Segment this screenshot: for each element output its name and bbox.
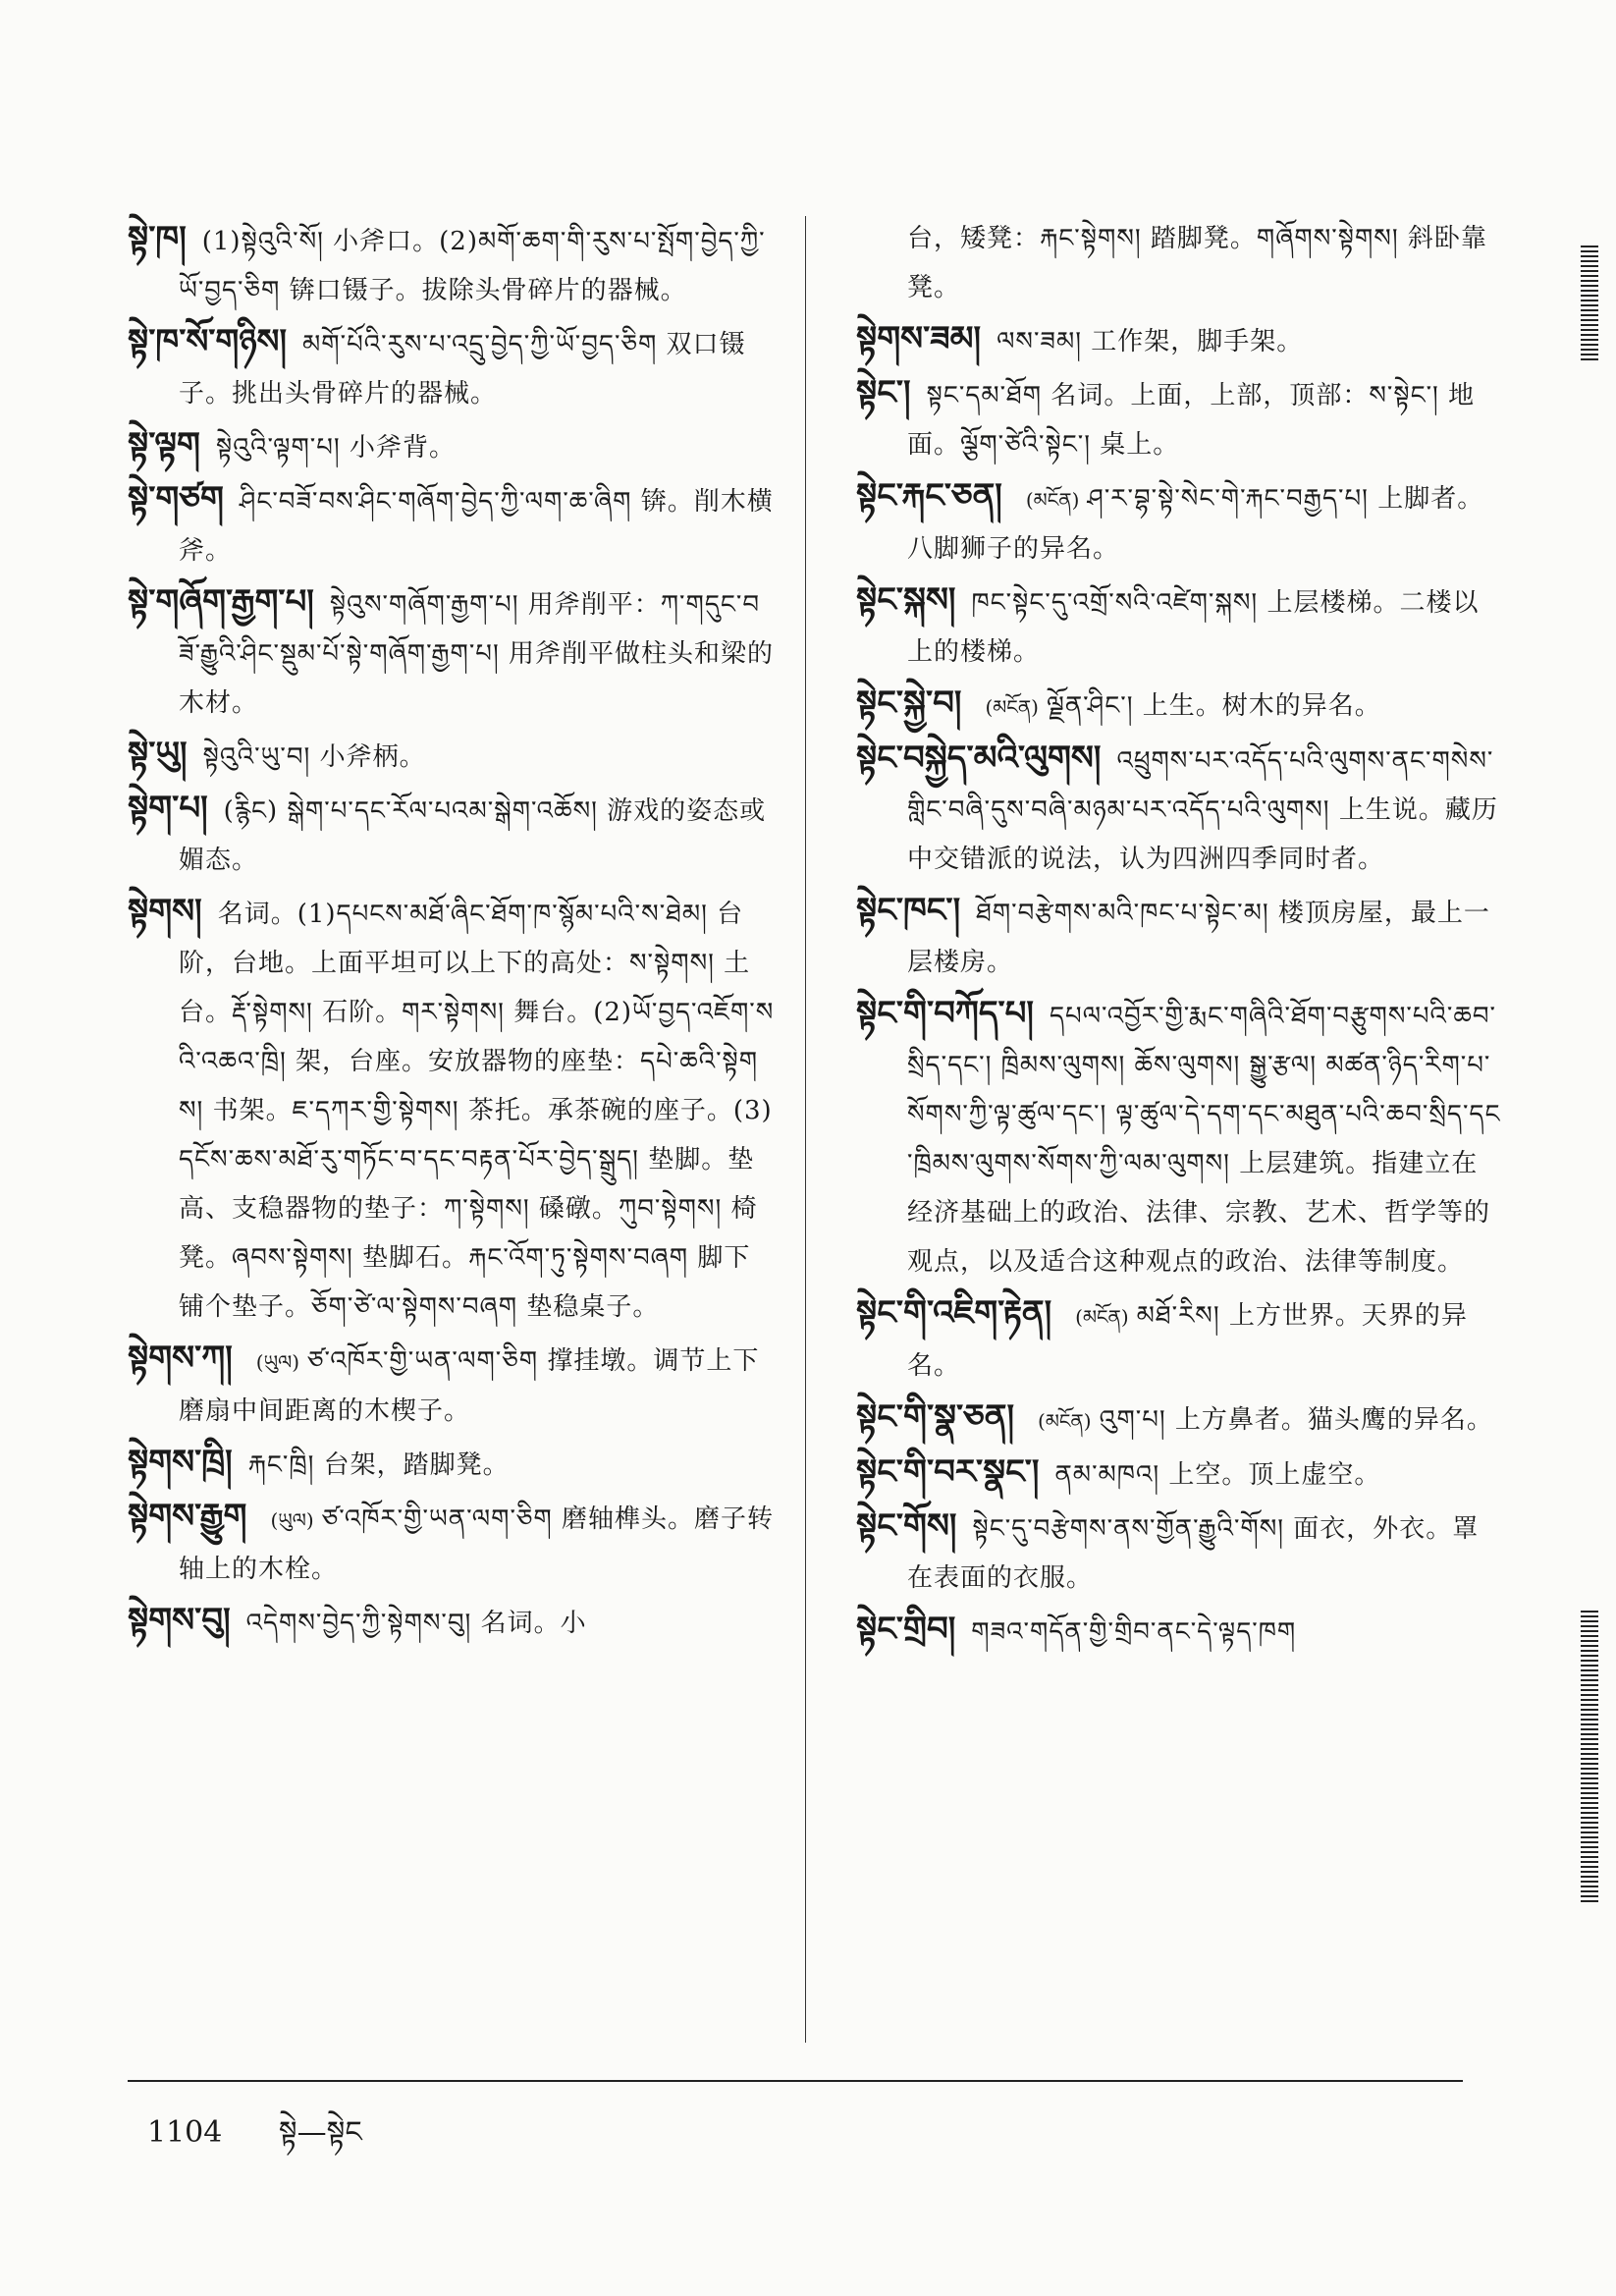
- entry-headword: སྟེང་གི་འཇིག་རྟེན།: [856, 1293, 1052, 1333]
- entry-headword: སྟེང་སྐྱེ་བ།: [856, 683, 962, 723]
- dictionary-entry: [128, 1438, 776, 1490]
- entry-definition: 名词。(1)དཔངས་མཐོ་ཞིང་ཐོག་ཁ་སྙོམ་པའི་ས་ཐེམ། 台阶，台地。上面平坦可以上下的高处：ས་སྟེགས། 土台。རྡོ་སྟེགས། 石阶。གར་སྟེགས། 舞台。(2)ཡོ་བྱད་འཇོག་སའི་འཆའ་ཁྲི། 架，台座。安放器物的座垫：དཔེ་ཆའི་སྟེགས། 书架。ཇ་དཀར་གྱི་སྟེགས། 茶托。承茶碗的座子。(3)དངོས་ཆས་མཐོ་རུ་གཏོང་བ་དང་བརྟན་པོར་བྱེད་སྒྲུད། 垫脚。垫高、支稳器物的垫子：ཀ་སྟེགས། 磉礅。ཀུབ་སྟེགས། 椅凳。ཞབས་སྟེགས། 垫脚石。རྐང་འོག་ཏུ་སྟེགས་བཞག 脚下铺个垫子。ཅོག་ཙེ་ལ་སྟེགས་བཞག 垫稳桌子。: [179, 900, 775, 1322]
- entry-headword: སྟེ་ཁ་སོ་གཉིས།: [128, 322, 288, 361]
- dictionary-entry: [128, 1596, 776, 1648]
- entry-headword: སྟེ་གཙག: [128, 479, 224, 519]
- entry-headword: སྟེགས་བུ།: [128, 1601, 231, 1640]
- dictionary-entry: [128, 577, 776, 728]
- page-number: 1104: [147, 2115, 223, 2150]
- scan-edge-mark: [1581, 246, 1598, 363]
- dictionary-entry: [128, 1334, 776, 1436]
- entry-definition: ཙ་འཁོར་གྱི་ཡན་ལག་ཅིག 磨轴榫头。磨子转轴上的木栓。: [179, 1504, 775, 1584]
- dictionary-entry: [128, 214, 776, 315]
- dictionary-entry: [856, 989, 1504, 1286]
- entry-definition: མགོ་པོའི་རུས་པ་འདྲུ་བྱེད་ཀྱི་ཡོ་བྱད་ཅིག 双口镊子。挑出头骨碎片的器械。: [179, 330, 746, 409]
- entry-definition: དཔལ་འབྱོར་གྱི་རྨང་གཞིའི་ཐོག་བརྩུགས་པའི་ཆབ་སྲིད་དང་། ཁྲིམས་ལུགས། ཆོས་ལུགས། སྒྱུ་རྩལ། མཚན་ཉིད་རིག་པ་སོགས་ཀྱི་ལྟ་ཚུལ་དང་། ལྟ་ཚུལ་དེ་དག་དང་མཐུན་པའི་ཆབ་སྲིད་དང་ཁྲིམས་ལུགས་སོགས་ཀྱི་ལམ་ལུགས། 上层建筑。指建立在经济基础上的政治、法律、宗教、艺术、哲学等的观点，以及适合这种观点的政治、法律等制度。: [907, 1002, 1501, 1277]
- entry-headword: སྟེ་གཞོག་རྒྱག་པ།: [128, 582, 314, 622]
- entry-definition: སྟེང་དུ་བརྩེགས་ནས་གྱོན་རྒྱུའི་གོས། 面衣，外衣。罩在表面的衣服。: [907, 1514, 1480, 1593]
- entry-headword: སྟེང་གི་བཀོད་པ།: [856, 994, 1034, 1033]
- column-divider: [805, 216, 806, 2043]
- entry-definition: ལས་ཟམ། 工作架，脚手架。: [997, 327, 1304, 356]
- dictionary-entry: [128, 730, 776, 782]
- entry-definition: ཁང་སྟེང་དུ་འགྲོ་སའི་འཛེག་སྐས། 上层楼梯。二楼以上的楼梯。: [907, 588, 1480, 667]
- entry-headword: སྟེང་།: [856, 373, 911, 412]
- entry-definition: ཤ་ར་བྷ་སྟེ་སེང་གེ་རྐང་བརྒྱད་པ། 上脚者。八脚狮子的异名。: [907, 484, 1484, 564]
- entry-definition: ནམ་མཁའ། 上空。顶上虚空。: [1054, 1460, 1381, 1490]
- entry-tag: (མངོན): [1075, 1305, 1129, 1329]
- dictionary-entry: [856, 471, 1504, 574]
- dictionary-entry: [856, 886, 1504, 987]
- entry-definition: འདེགས་བྱེད་ཀྱི་སྟེགས་བུ། 名词。小: [245, 1609, 587, 1638]
- entry-headword: སྟེང་གྲིབ།: [856, 1610, 956, 1649]
- entry-headword: སྟེང་གི་བར་སྣང་།: [856, 1452, 1040, 1492]
- dictionary-entry: [856, 1393, 1504, 1446]
- entry-definition: འུག་པ། 上方鼻者。猫头鹰的异名。: [1099, 1405, 1493, 1435]
- entry-definition: ཐོག་བརྩེགས་མའི་ཁང་པ་སྟེང་མ། 楼顶房屋，最上一层楼房。: [907, 899, 1490, 977]
- entry-definition: (1)སྟེའུའི་སོ། 小斧口。(2)མགོ་ཆག་གི་རུས་པ་སྤོག་བྱེད་ཀྱི་ཡོ་བྱད་ཅིག 锛口镊子。拔除头骨碎片的器械。: [179, 227, 766, 305]
- scan-edge-mark: [1581, 1611, 1598, 1905]
- dictionary-entry: [856, 1605, 1504, 1657]
- entry-headword: སྟེགས་ཟམ།: [856, 319, 982, 358]
- dictionary-entry: [856, 1502, 1504, 1603]
- entry-headword: སྟེང་ཁང་།: [856, 891, 961, 930]
- page-range: སྟེ—སྟེང: [278, 2115, 362, 2150]
- entry-definition: ཙ་འཁོར་གྱི་ཡན་ལག་ཅིག 撑挂墩。调节上下磨扇中间距离的木楔子。: [179, 1346, 760, 1426]
- dictionary-entry: [856, 314, 1504, 366]
- entry-tag: (ཡུལ): [270, 1508, 314, 1532]
- entry-definition: ལྗོན་ཤིང་། 上生。树木的异名。: [1046, 691, 1381, 721]
- entry-headword: སྟེགས་ཁྲི།: [128, 1443, 233, 1482]
- entry-headword: སྟེང་རྐང་ཅན།: [856, 476, 1002, 516]
- entry-definition: མཐོ་རིས། 上方世界。天界的异名。: [907, 1301, 1468, 1381]
- entry-headword: སྟེང་གི་སྣ་ཅན།: [856, 1397, 1015, 1437]
- entry-headword: སྟེ་ཡུ།: [128, 735, 188, 774]
- entry-definition: 台，矮凳：རྐང་སྟེགས། 踏脚凳。གཞོགས་སྟེགས། 斜卧靠凳。: [907, 224, 1487, 302]
- entry-headword: སྟེ་ཁ།: [128, 219, 187, 258]
- dictionary-entry: [128, 420, 776, 472]
- dictionary-entry: [856, 734, 1504, 884]
- entry-headword: སྟེང་གོས།: [856, 1506, 957, 1546]
- entry-headword: སྟེག་པ།: [128, 789, 208, 828]
- entry-definition: སྟེའུའི་ལྟག་པ། 小斧背。: [215, 433, 456, 463]
- entry-headword: སྟེགས་རྒྱུག: [128, 1497, 247, 1536]
- entry-definition: རྐང་ཁྲི། 台架，踏脚凳。: [247, 1450, 510, 1480]
- dictionary-entry: [128, 887, 776, 1332]
- dictionary-entry: [128, 1492, 776, 1594]
- entry-tag: (མངོན): [1025, 488, 1080, 512]
- right-column: [856, 214, 1504, 1659]
- entry-definition: གཟའ་གདོན་གྱི་གྲིབ་ནང་དེ་ལྟད་ཁག: [971, 1617, 1297, 1647]
- dictionary-entry: [128, 474, 776, 575]
- entry-tag: (མངོན): [985, 695, 1039, 719]
- dictionary-entry: [856, 1288, 1504, 1391]
- dictionary-entry: [856, 679, 1504, 732]
- dictionary-entry: [128, 317, 776, 418]
- entry-headword: སྟེགས་ཀ།: [128, 1339, 233, 1378]
- entry-headword: སྟེང་བསྐྱེད་མའི་ལུགས།: [856, 738, 1102, 778]
- entry-definition: ཤིང་བཟོ་བས་ཤིང་གཞོག་བྱེད་ཀྱི་ལག་ཆ་ཞིག 锛。削木横斧。: [179, 487, 774, 566]
- entry-tag: (ཡུལ): [255, 1350, 299, 1374]
- entry-definition: སྟེའུས་གཞོག་རྒྱག་པ། 用斧削平：ཀ་གདུང་བཟོ་རྒྱུའི་ཤིང་སྡུམ་པོ་སྟེ་གཞོག་རྒྱག་པ། 用斧削平做柱头和梁的木材。: [179, 590, 775, 718]
- left-column: [128, 214, 776, 1650]
- dictionary-entry: [856, 368, 1504, 469]
- entry-headword: སྟེ་ལྟག: [128, 425, 200, 465]
- entry-headword: སྟེང་སྐས།: [856, 580, 956, 620]
- dictionary-entry: [128, 784, 776, 885]
- dictionary-entry: [856, 1448, 1504, 1500]
- entry-tag: (མངོན): [1038, 1409, 1092, 1433]
- page-footer: [147, 2100, 409, 2182]
- entry-definition: འཕྲུགས་པར་འདོད་པའི་ལུགས་ནང་གསེས་གླིང་བཞི་དུས་བཞི་མཉམ་པར་འདོད་པའི་ལུགས། 上生说。藏历中交错派的说法，认为四洲四季同时者。: [907, 746, 1498, 874]
- entry-definition: སྟང་དམ་ཐོག 名词。上面，上部，顶部：ས་སྟེང་། 地面。ལྕོག་ཙེའི་སྟེང་། 桌上。: [907, 381, 1476, 460]
- entry-definition: སྟེའུའི་ཡུ་བ། 小斧柄。: [202, 742, 426, 772]
- entry-headword: སྟེགས།: [128, 892, 202, 931]
- dictionary-entry: [856, 575, 1504, 677]
- footer-rule: [128, 2080, 1463, 2082]
- entry-definition: (རྙིང) སྒེག་པ་དང་རོལ་པའམ་སྒེག་འཆོས། 游戏的姿态或媚态。: [179, 796, 767, 875]
- dictionary-entry: [856, 214, 1504, 312]
